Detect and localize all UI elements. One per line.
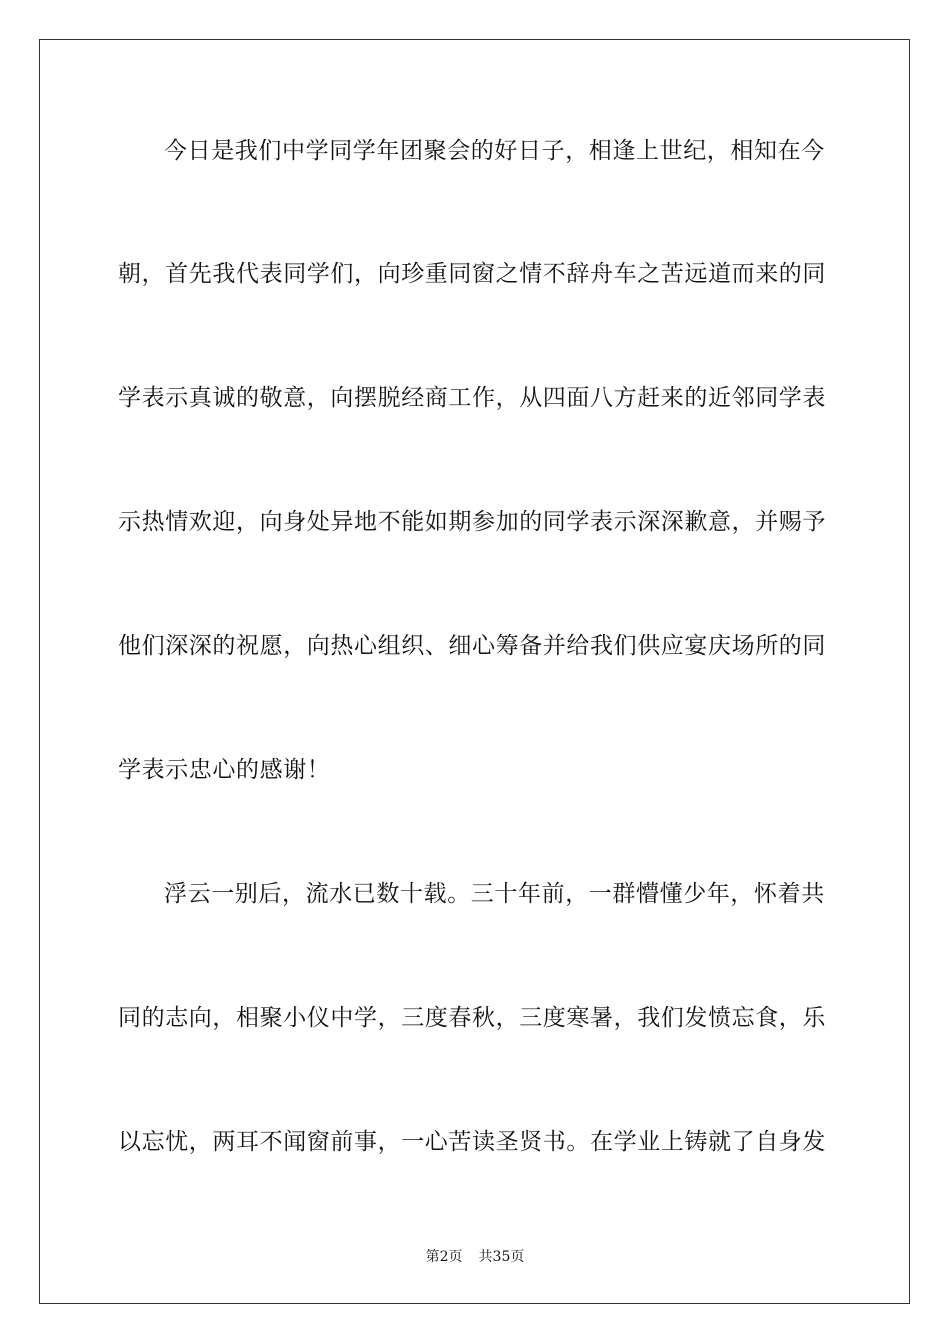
paragraph-1-line-4: 示热情欢迎，向身处异地不能如期参加的同学表示深深歉意，并赐予: [118, 509, 826, 535]
page-border: [39, 39, 910, 1304]
page-total: 共35页: [478, 1249, 525, 1265]
paragraph-2-line-3: 以忘忧，两耳不闻窗前事，一心苦读圣贤书。在学业上铸就了自身发: [118, 1129, 826, 1155]
paragraph-2-line-1: 浮云一别后，流水已数十载。三十年前，一群懵懂少年，怀着共: [164, 881, 825, 907]
paragraph-1-line-1: 今日是我们中学同学年团聚会的好日子，相逢上世纪，相知在今: [164, 138, 825, 164]
paragraph-1-line-5: 他们深深的祝愿，向热心组织、细心筹备并给我们供应宴庆场所的同: [118, 633, 826, 659]
page-number: 第2页: [425, 1249, 463, 1265]
paragraph-2-line-2: 同的志向，相聚小仪中学，三度春秋，三度寒暑，我们发愤忘食，乐: [118, 1005, 826, 1031]
paragraph-1-line-3: 学表示真诚的敬意，向摆脱经商工作，从四面八方赶来的近邻同学表: [118, 385, 826, 411]
paragraph-1-line-6: 学表示忠心的感谢！: [118, 757, 331, 783]
paragraph-1-line-2: 朝，首先我代表同学们，向珍重同窗之情不辞舟车之苦远道而来的同: [118, 261, 826, 287]
page-footer: [0, 1247, 950, 1267]
